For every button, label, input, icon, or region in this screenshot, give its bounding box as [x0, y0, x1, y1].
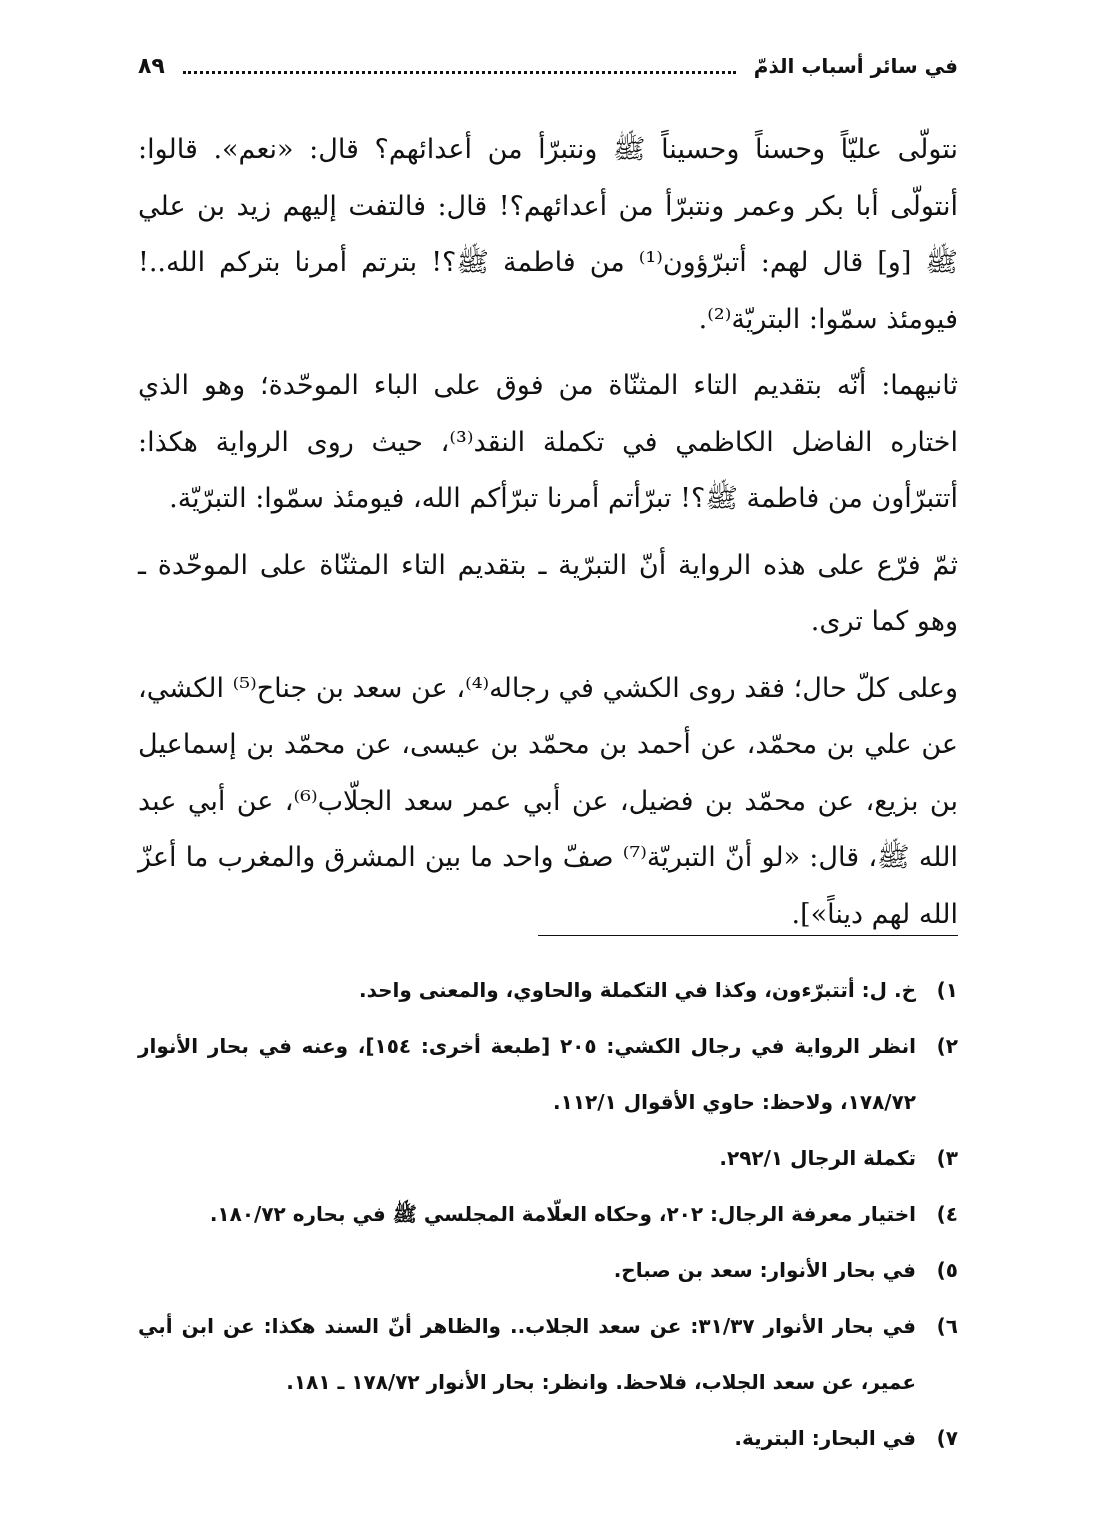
- footnote-number: ٢): [936, 1034, 958, 1058]
- running-title: في سائر أسباب الذمّ: [753, 54, 958, 78]
- footnote-text: اختيار معرفة الرجال: ٢٠٢، وحكاه العلّامة المجلسي ﷺ في بحاره ١٨٠/٧٢.: [209, 1202, 916, 1226]
- footnote-item: [138, 1018, 958, 1130]
- footnote-text: انظر الرواية في رجال الكشي: ٢٠٥ [طبعة أخرى: ١٥٤]، وعنه في بحار الأنوار ١٧٨/٧٢، ولاحظ: حاوي الأقوال ١١٢/١.: [138, 1034, 916, 1114]
- footnote-text: تكملة الرجال ٢٩٢/١.: [719, 1146, 916, 1170]
- footnote-item: [138, 1242, 958, 1298]
- header-dot-leader: [183, 71, 736, 74]
- footnote-item: [138, 1130, 958, 1186]
- footnote-text: في بحار الأنوار: سعد بن صباح.: [613, 1258, 916, 1282]
- footnote-text: خ. ل: أتتبرّءون، وكذا في التكملة والحاوي، والمعنى واحد.: [358, 978, 916, 1002]
- footnote-number: ٣): [936, 1146, 958, 1170]
- footnote-item: [138, 962, 958, 1018]
- main-text: [138, 122, 958, 953]
- page-header: [138, 42, 958, 90]
- paragraph: نتولّى عليّاً وحسناً وحسيناً ﷺ ونتبرّأ من أعدائهم؟ قال: «نعم». قالوا: أنتولّى أبا بكر وعمر ونتبرّأ من أعدائهم؟! قال: فالتفت إليهم زيد بن علي ﷺ [و] قال لهم: أتبرّؤون⁽¹⁾ من فاطمة ﷺ؟! بترتم أمرنا بتركم الله..! فيومئذ سمّوا: البتريّة⁽²⁾.: [138, 134, 959, 335]
- footnote-text: في البحار: البترية.: [734, 1426, 916, 1450]
- footnote-number: ١): [936, 978, 958, 1002]
- footnote-number: ٧): [936, 1426, 958, 1450]
- footnote-text: في بحار الأنوار ٣١/٣٧: عن سعد الجلاب.. والظاهر أنّ السند هكذا: عن ابن أبي عمير، عن سعد الجلاب، فلاحظ. وانظر: بحار الأنوار ١٧٨/٧٢ ـ ١٨١.: [138, 1314, 916, 1394]
- paragraph: وعلى كلّ حال؛ فقد روى الكشي في رجاله⁽⁴⁾، عن سعد بن جناح⁽⁵⁾ الكشي، عن علي بن محمّد، عن أحمد بن محمّد بن عيسى، عن محمّد بن إسماعيل بن بزيع، عن محمّد بن فضيل، عن أبي عمر سعد الجلّاب⁽⁶⁾، عن أبي عبد الله ﷺ، قال: «لو أنّ التبريّة⁽⁷⁾ صفّ واحد ما بين المشرق والمغرب ما أعزّ الله لهم ديناً»].: [138, 672, 958, 930]
- page-number: ٨٩: [138, 53, 165, 79]
- footnote-item: [138, 1186, 958, 1242]
- footnote-item: [138, 1298, 958, 1410]
- footnotes: [138, 962, 958, 1466]
- footnote-number: ٤): [936, 1202, 958, 1226]
- footnote-item: [138, 1410, 958, 1466]
- paragraph: ثمّ فرّع على هذه الرواية أنّ التبرّية ـ بتقديم التاء المثنّاة على الموحّدة ـ وهو كما ترى.: [138, 549, 958, 637]
- paragraph: ثانيهما: أنّه بتقديم التاء المثنّاة من فوق على الباء الموحّدة؛ وهو الذي اختاره الفاضل الكاظمي في تكملة النقد⁽³⁾، حيث روى الرواية هكذا: أتتبرّأون من فاطمة ﷺ؟! تبرّأتم أمرنا تبرّأكم الله، فيومئذ سمّوا: التبرّيّة.: [138, 370, 958, 514]
- footnote-number: ٥): [936, 1258, 958, 1282]
- footnote-separator: [538, 935, 958, 936]
- footnote-number: ٦): [936, 1314, 958, 1338]
